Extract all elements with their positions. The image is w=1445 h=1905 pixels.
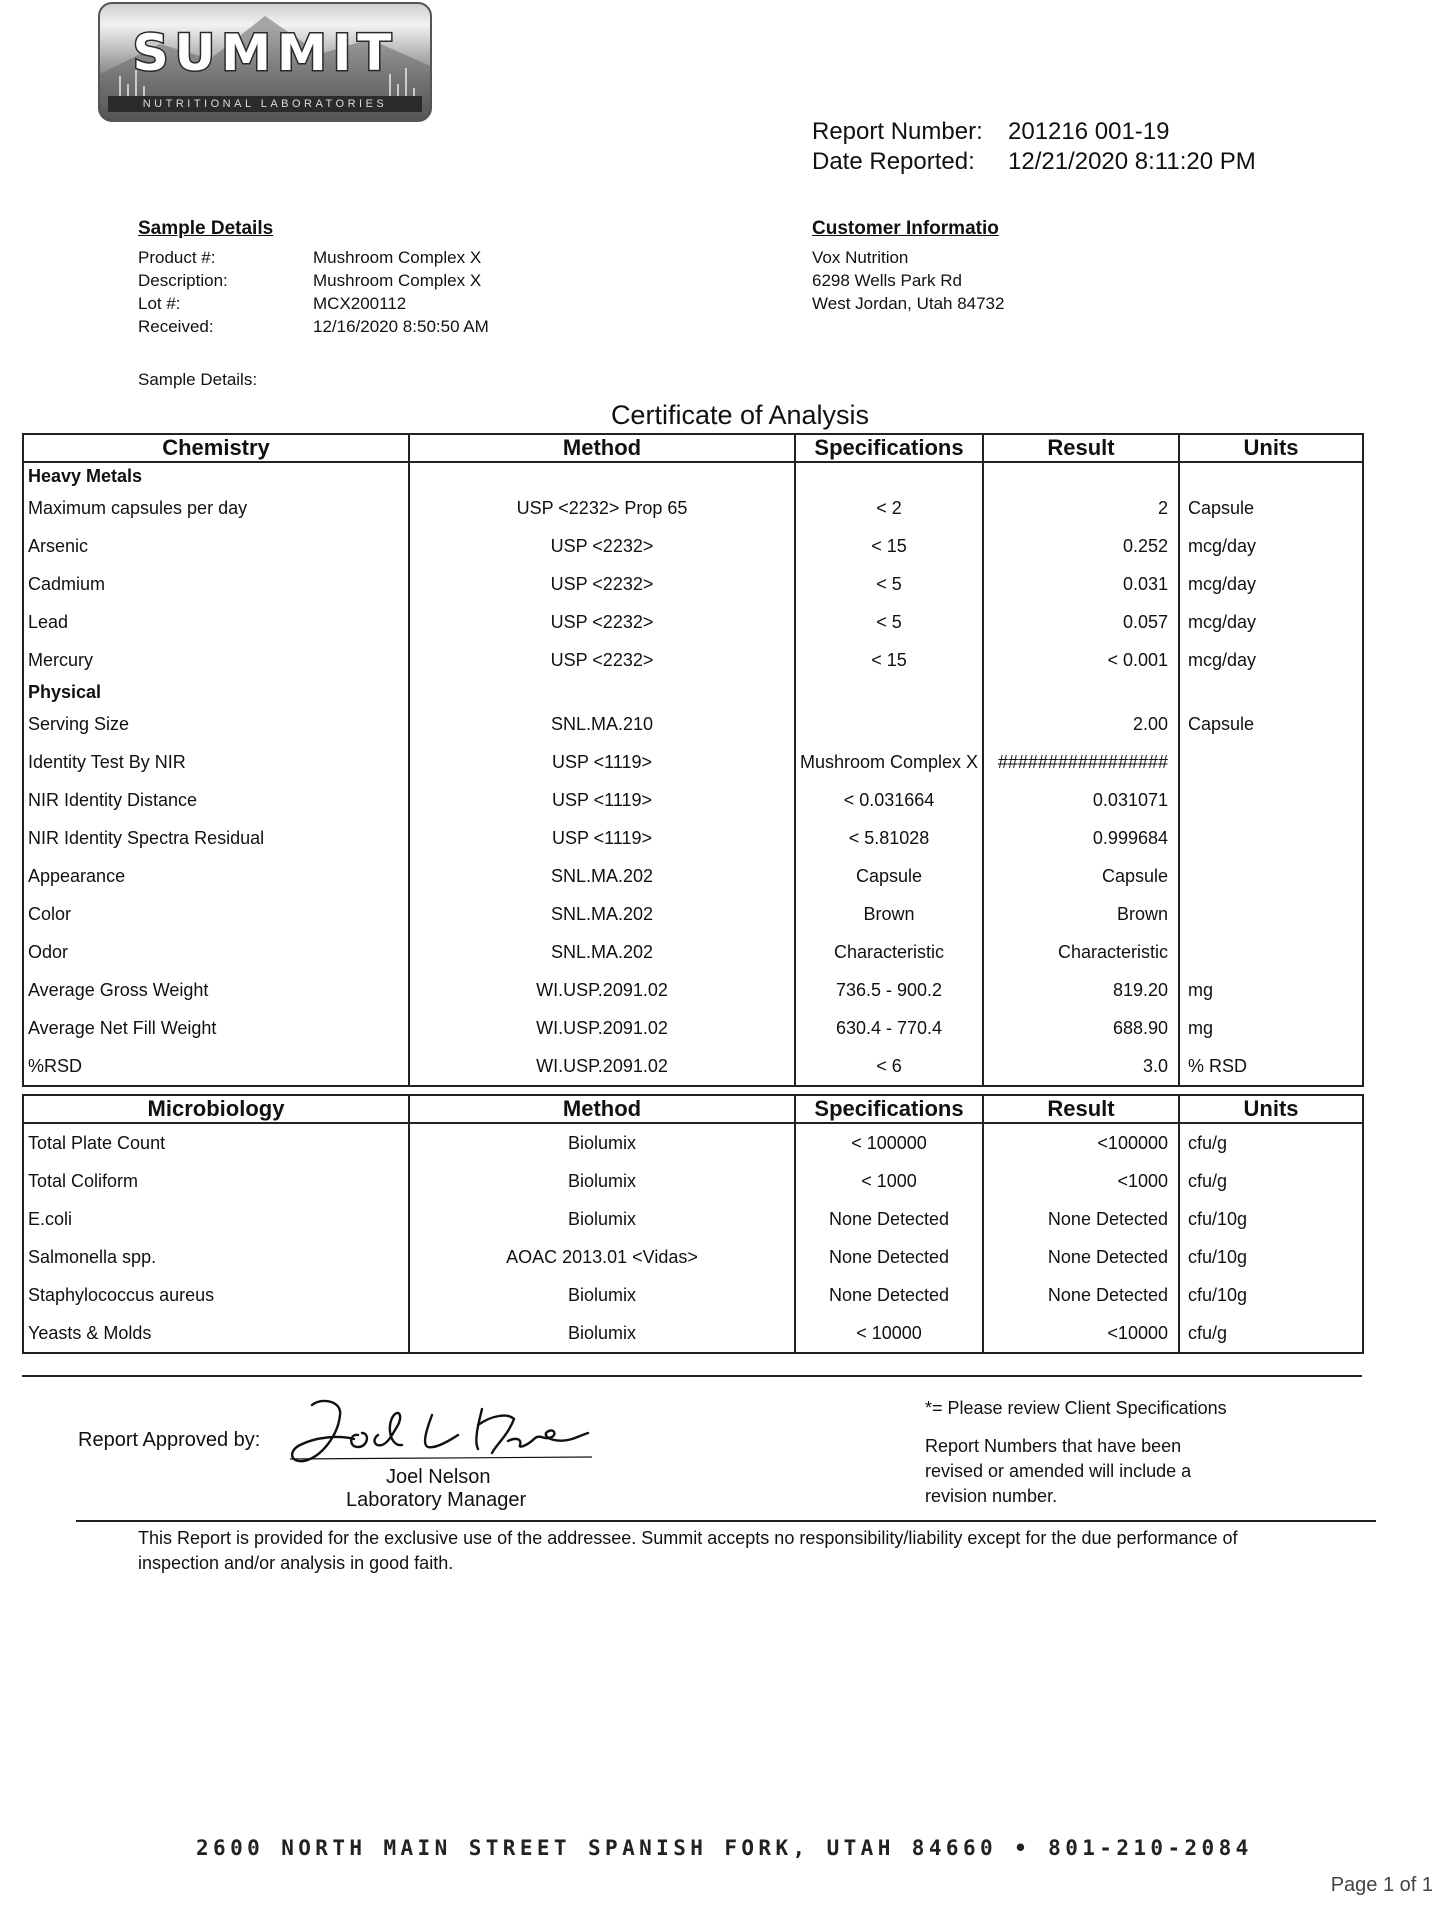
units-cell: cfu/g	[1179, 1314, 1363, 1353]
chemistry-header-row	[23, 434, 1363, 462]
result-cell: 0.031	[983, 565, 1179, 603]
units-cell: cfu/g	[1179, 1162, 1363, 1200]
test-name-cell: %RSD	[23, 1047, 409, 1086]
method-cell: SNL.MA.202	[409, 857, 795, 895]
table-row	[23, 971, 1363, 1009]
method-cell: USP <2232>	[409, 527, 795, 565]
test-name-cell: Arsenic	[23, 527, 409, 565]
test-name-cell: Total Plate Count	[23, 1123, 409, 1162]
group-label: Heavy Metals	[23, 462, 409, 489]
table-row	[23, 1200, 1363, 1238]
test-name-cell: NIR Identity Distance	[23, 781, 409, 819]
signature-image	[282, 1395, 602, 1475]
result-cell: None Detected	[983, 1200, 1179, 1238]
units-cell	[1179, 781, 1363, 819]
units-cell: mcg/day	[1179, 603, 1363, 641]
units-cell: mg	[1179, 1009, 1363, 1047]
method-cell: Biolumix	[409, 1162, 795, 1200]
table-row	[23, 1314, 1363, 1353]
chemistry-table	[22, 433, 1364, 1087]
specification-cell	[795, 705, 983, 743]
table-row	[23, 1276, 1363, 1314]
disclaimer-divider	[76, 1520, 1376, 1522]
specification-cell: None Detected	[795, 1200, 983, 1238]
approved-by-label: Report Approved by:	[78, 1429, 261, 1451]
specification-cell: Brown	[795, 895, 983, 933]
specification-cell: < 1000	[795, 1162, 983, 1200]
test-name-cell: Maximum capsules per day	[23, 489, 409, 527]
sample-details-label: Sample Details:	[138, 370, 258, 389]
description-value: Mushroom Complex X	[313, 271, 482, 290]
table-row	[23, 1047, 1363, 1086]
lot-value: MCX200112	[313, 294, 407, 313]
method-cell: USP <2232>	[409, 641, 795, 679]
test-name-cell: NIR Identity Spectra Residual	[23, 819, 409, 857]
test-name-cell: E.coli	[23, 1200, 409, 1238]
test-name-cell: Color	[23, 895, 409, 933]
result-cell: Capsule	[983, 857, 1179, 895]
units-cell	[1179, 895, 1363, 933]
units-cell: cfu/10g	[1179, 1200, 1363, 1238]
test-name-cell: Salmonella spp.	[23, 1238, 409, 1276]
date-reported: 12/21/2020 8:11:20 PM	[1008, 148, 1256, 175]
specification-cell: < 2	[795, 489, 983, 527]
specification-cell: Characteristic	[795, 933, 983, 971]
table-row	[23, 565, 1363, 603]
table-row	[23, 819, 1363, 857]
product-label: Product #:	[138, 248, 216, 267]
customer-street: 6298 Wells Park Rd	[812, 271, 962, 290]
result-cell: 819.20	[983, 971, 1179, 1009]
result-cell: <10000	[983, 1314, 1179, 1353]
table-row	[23, 603, 1363, 641]
customer-info-title: Customer Informatio	[812, 218, 999, 239]
test-name-cell: Serving Size	[23, 705, 409, 743]
empty-cell	[1179, 679, 1363, 705]
result-cell: <100000	[983, 1123, 1179, 1162]
revision-note-line: revised or amended will include a	[925, 1461, 1192, 1481]
header-method: Method	[409, 434, 795, 462]
result-cell: 2.00	[983, 705, 1179, 743]
result-cell: 0.057	[983, 603, 1179, 641]
result-cell: 0.031071	[983, 781, 1179, 819]
result-cell: 2	[983, 489, 1179, 527]
specification-cell: < 15	[795, 527, 983, 565]
result-cell: Characteristic	[983, 933, 1179, 971]
units-cell	[1179, 933, 1363, 971]
group-row	[23, 462, 1363, 489]
customer-address	[812, 246, 1004, 315]
certificate-title: Certificate of Analysis	[610, 400, 870, 430]
header-result: Result	[983, 434, 1179, 462]
table-row	[23, 527, 1363, 565]
specification-cell: < 100000	[795, 1123, 983, 1162]
header-units: Units	[1179, 434, 1363, 462]
test-name-cell: Cadmium	[23, 565, 409, 603]
footer-divider	[22, 1375, 1362, 1377]
header-specifications: Specifications	[795, 1095, 983, 1123]
method-cell: Biolumix	[409, 1200, 795, 1238]
report-number-label: Report Number:	[812, 118, 983, 145]
empty-cell	[795, 679, 983, 705]
units-cell: cfu/g	[1179, 1123, 1363, 1162]
table-row	[23, 743, 1363, 781]
result-cell: 688.90	[983, 1009, 1179, 1047]
result-cell: None Detected	[983, 1238, 1179, 1276]
table-row	[23, 1123, 1363, 1162]
specification-cell: < 5	[795, 565, 983, 603]
method-cell: USP <1119>	[409, 819, 795, 857]
table-row	[23, 1238, 1363, 1276]
test-name-cell: Yeasts & Molds	[23, 1314, 409, 1353]
empty-cell	[983, 462, 1179, 489]
disclaimer	[138, 1526, 1238, 1576]
specification-cell: Mushroom Complex X	[795, 743, 983, 781]
table-row	[23, 857, 1363, 895]
test-name-cell: Total Coliform	[23, 1162, 409, 1200]
microbiology-header-row	[23, 1095, 1363, 1123]
method-cell: USP <2232>	[409, 565, 795, 603]
description-label: Description:	[138, 271, 228, 290]
customer-name: Vox Nutrition	[812, 248, 909, 267]
table-row	[23, 781, 1363, 819]
units-cell: % RSD	[1179, 1047, 1363, 1086]
specification-cell: < 6	[795, 1047, 983, 1086]
test-name-cell: Appearance	[23, 857, 409, 895]
method-cell: Biolumix	[409, 1314, 795, 1353]
result-cell: Brown	[983, 895, 1179, 933]
method-cell: SNL.MA.210	[409, 705, 795, 743]
group-row	[23, 679, 1363, 705]
specification-cell: Capsule	[795, 857, 983, 895]
units-cell: mcg/day	[1179, 527, 1363, 565]
units-cell: mg	[1179, 971, 1363, 1009]
empty-cell	[409, 679, 795, 705]
specification-cell: < 10000	[795, 1314, 983, 1353]
specification-cell: < 5	[795, 603, 983, 641]
empty-cell	[983, 679, 1179, 705]
units-cell: cfu/10g	[1179, 1238, 1363, 1276]
microbiology-table	[22, 1094, 1364, 1354]
empty-cell	[409, 462, 795, 489]
table-row	[23, 1162, 1363, 1200]
disclaimer-line: This Report is provided for the exclusive use of the addressee. Summit accepts no responsibility/liability except for the due performance of	[138, 1528, 1238, 1548]
revision-note-line: Report Numbers that have been	[925, 1436, 1182, 1456]
units-cell: cfu/10g	[1179, 1276, 1363, 1314]
specification-cell: < 15	[795, 641, 983, 679]
method-cell: USP <2232> Prop 65	[409, 489, 795, 527]
units-cell: Capsule	[1179, 489, 1363, 527]
method-cell: WI.USP.2091.02	[409, 1009, 795, 1047]
approver-role: Laboratory Manager	[346, 1489, 527, 1511]
test-name-cell: Mercury	[23, 641, 409, 679]
table-row	[23, 1009, 1363, 1047]
units-cell	[1179, 857, 1363, 895]
header-microbiology: Microbiology	[23, 1095, 409, 1123]
method-cell: WI.USP.2091.02	[409, 971, 795, 1009]
test-name-cell: Average Net Fill Weight	[23, 1009, 409, 1047]
result-cell: None Detected	[983, 1276, 1179, 1314]
lot-label: Lot #:	[138, 294, 181, 313]
lab-address: 2600 NORTH MAIN STREET SPANISH FORK, UTAH 84660 • 801-210-2084	[196, 1836, 1253, 1860]
test-name-cell: Identity Test By NIR	[23, 743, 409, 781]
method-cell: WI.USP.2091.02	[409, 1047, 795, 1086]
logo-wordmark: SUMMIT	[132, 24, 398, 82]
specification-cell: None Detected	[795, 1276, 983, 1314]
header-units: Units	[1179, 1095, 1363, 1123]
units-cell	[1179, 819, 1363, 857]
specification-cell: 630.4 - 770.4	[795, 1009, 983, 1047]
test-name-cell: Odor	[23, 933, 409, 971]
specification-cell: 736.5 - 900.2	[795, 971, 983, 1009]
date-reported-label: Date Reported:	[812, 148, 975, 175]
disclaimer-line: inspection and/or analysis in good faith.	[138, 1553, 454, 1573]
empty-cell	[795, 462, 983, 489]
test-name-cell: Average Gross Weight	[23, 971, 409, 1009]
method-cell: USP <1119>	[409, 743, 795, 781]
sample-labels	[138, 246, 228, 338]
header-chemistry: Chemistry	[23, 434, 409, 462]
table-row	[23, 489, 1363, 527]
table-row	[23, 895, 1363, 933]
method-cell: Biolumix	[409, 1123, 795, 1162]
received-value: 12/16/2020 8:50:50 AM	[313, 317, 489, 336]
test-name-cell: Staphylococcus aureus	[23, 1276, 409, 1314]
table-row	[23, 705, 1363, 743]
logo-tagline: NUTRITIONAL LABORATORIES	[108, 96, 422, 112]
units-cell: mcg/day	[1179, 641, 1363, 679]
header-specifications: Specifications	[795, 434, 983, 462]
customer-city: West Jordan, Utah 84732	[812, 294, 1005, 313]
method-cell: SNL.MA.202	[409, 895, 795, 933]
group-label: Physical	[23, 679, 409, 705]
specification-cell: None Detected	[795, 1238, 983, 1276]
table-row	[23, 933, 1363, 971]
specification-cell: < 0.031664	[795, 781, 983, 819]
test-name-cell: Lead	[23, 603, 409, 641]
approver-name: Joel Nelson	[386, 1466, 491, 1488]
sample-details-title: Sample Details	[138, 218, 274, 239]
revision-note	[925, 1434, 1191, 1509]
received-label: Received:	[138, 317, 214, 336]
summit-logo	[98, 2, 432, 122]
page-number: Page 1 of 1	[1330, 1874, 1433, 1896]
method-cell: USP <1119>	[409, 781, 795, 819]
table-row	[23, 641, 1363, 679]
specification-cell: < 5.81028	[795, 819, 983, 857]
result-cell: < 0.001	[983, 641, 1179, 679]
result-cell: #################	[983, 743, 1179, 781]
result-cell: <1000	[983, 1162, 1179, 1200]
result-cell: 3.0	[983, 1047, 1179, 1086]
empty-cell	[1179, 462, 1363, 489]
method-cell: SNL.MA.202	[409, 933, 795, 971]
units-cell: Capsule	[1179, 705, 1363, 743]
units-cell: mcg/day	[1179, 565, 1363, 603]
sample-values	[313, 246, 489, 338]
result-cell: 0.999684	[983, 819, 1179, 857]
header-method: Method	[409, 1095, 795, 1123]
report-number: 201216 001-19	[1008, 118, 1170, 145]
method-cell: USP <2232>	[409, 603, 795, 641]
header-result: Result	[983, 1095, 1179, 1123]
product-value: Mushroom Complex X	[313, 248, 482, 267]
client-spec-note: *= Please review Client Specifications	[925, 1398, 1227, 1418]
method-cell: Biolumix	[409, 1276, 795, 1314]
revision-note-line: revision number.	[925, 1486, 1058, 1506]
units-cell	[1179, 743, 1363, 781]
method-cell: AOAC 2013.01 <Vidas>	[409, 1238, 795, 1276]
result-cell: 0.252	[983, 527, 1179, 565]
